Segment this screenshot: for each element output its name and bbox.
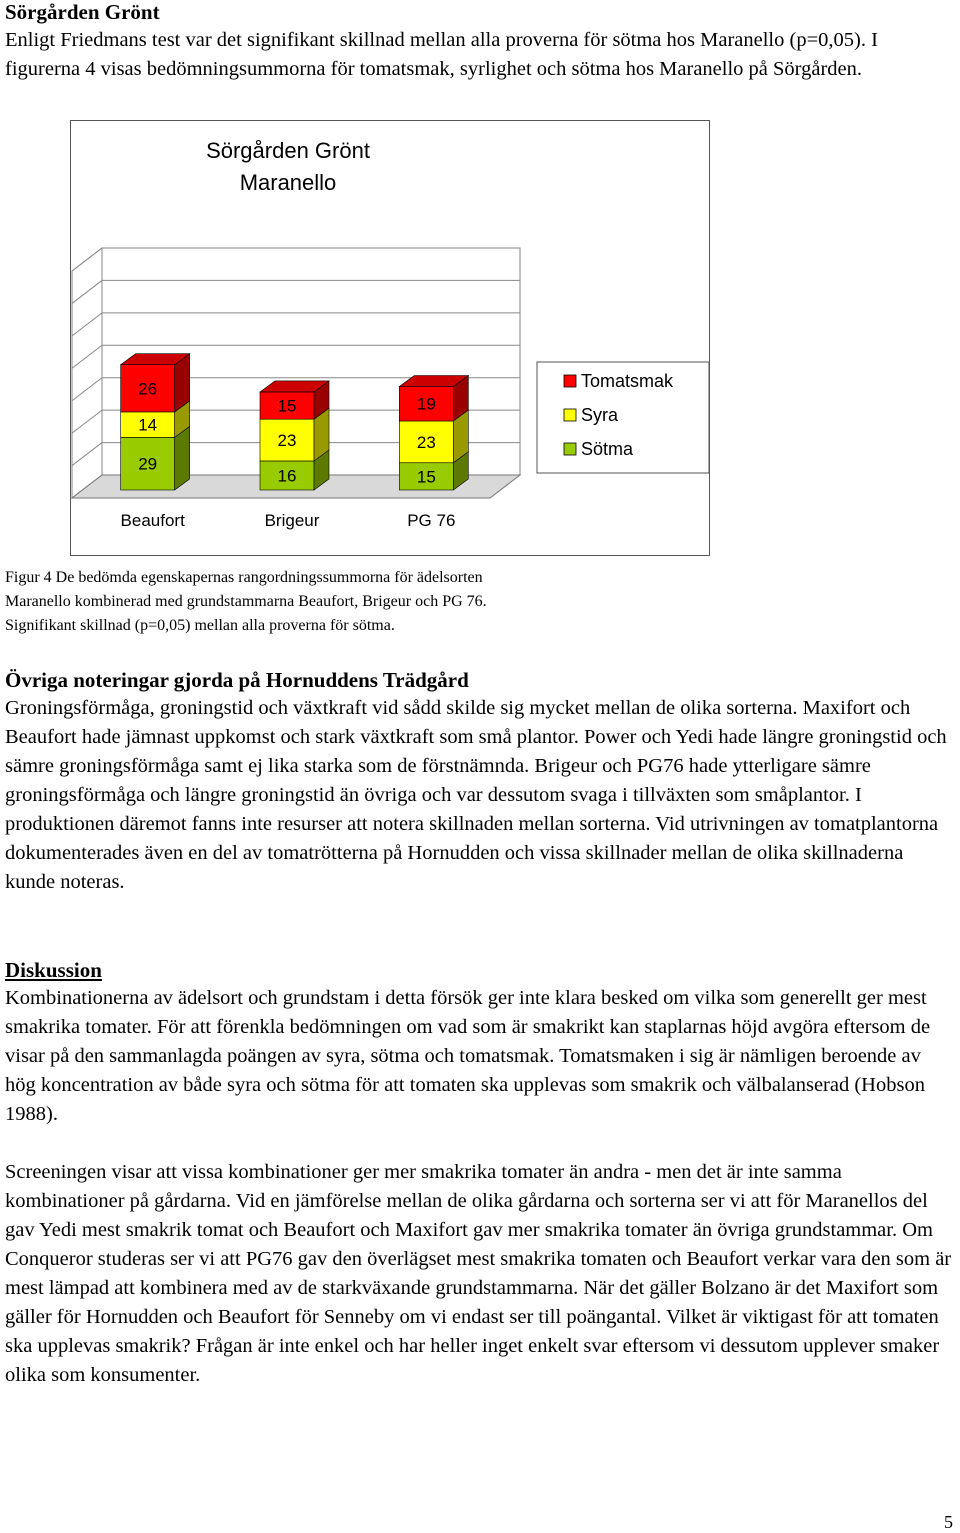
category-label: Beaufort <box>120 511 185 530</box>
diskussion-paragraph-2: Screeningen visar att vissa kombinationer ger mer smakrika tomater än andra - men det är inte samma kombinationer på gårdarna. Vid en jämförelse mellan de olika gårdarna och sorterna ser vi att för Maranellos del gav Yedi mest smakrik tomat och Beaufort och Maxifort gav mer smakrika tomater än övriga grundstammar. Om Conqueror studeras ser vi att PG76 gav den överlägset mest smakrika tomaten och Beaufort verkar vara den som är mest lämpad att kombinera med av de starkväxande grundstammarna. När det gäller Bolzano är det Maxifort som gäller för Hornudden och Beaufort för Senneby om vi endast ser till poängantal. Vilket är viktigast för att tomaten ska upplevas smakrik? Frågan är inte enkel och har heller inget enkelt svar eftersom vi dessutom upplever smaker olika som konsumenter. <box>5 1161 952 1386</box>
data-label: 14 <box>138 415 158 435</box>
svg-text:Tomatsmak: Tomatsmak <box>581 371 674 391</box>
caption-line-1: Figur 4 De bedömda egenskapernas rangordningssummorna för ädelsorten <box>5 569 483 586</box>
bar-segment-tomatsmak-pg-76 <box>399 375 468 421</box>
stacked-bar-chart <box>70 120 710 556</box>
caption-line-2: Maranello kombinerad med grundstammarna Beaufort, Brigeur och PG 76. <box>5 593 487 610</box>
data-label: 15 <box>277 396 297 416</box>
intro-paragraph: Enligt Friedmans test var det signifikant skillnad mellan alla proverna för sötma hos Maranello (p=0,05). I figurerna 4 visas bedömningsummorna för tomatsmak, syrlighet och sötma hos Maranello på Sörgården. <box>5 29 878 80</box>
bar-segment-tomatsmak-beaufort <box>121 354 190 412</box>
chart-title-line2: Maranello <box>239 170 337 195</box>
data-label: 15 <box>416 467 436 487</box>
page-number: 5 <box>944 1512 953 1532</box>
data-label: 19 <box>416 394 436 414</box>
hornudden-paragraph: Groningsförmåga, groningstid och växtkraft vid sådd skilde sig mycket mellan de olika sorterna. Maxifort och Beaufort hade jämnast uppkomst och stark växtkraft som små plantor. Power och Yedi hade längre groningstid och sämre groningsförmåga samt ej lika starka som de förstnämnda. Brigeur och PG76 hade ytterligare sämre groningsförmåga och längre groningstid än övriga och var dessutom svaga i tillväxten som småplantor. I produktionen däremot fanns inte resurser att notera skillnaden mellan sorterna. Vid utrivningen av tomatplantorna dokumenterades även en del av tomatrötterna på Hornudden och vissa skillnader mellan de olika skillnaderna kunde noteras. <box>5 697 947 893</box>
data-label: 16 <box>277 466 297 486</box>
figure-caption <box>5 566 765 638</box>
svg-text:Syra: Syra <box>581 405 619 425</box>
category-label: Brigeur <box>264 511 320 530</box>
data-label: 23 <box>277 431 297 451</box>
data-label: 23 <box>416 432 436 452</box>
diskussion-paragraph-1: Kombinationerna av ädelsort och grundstam i detta försök ger inte klara besked om vilka som generellt ger mest smakrika tomater. För att förenkla bedömningen om vad som är smakrikt kan staplarnas höjd avgöra eftersom de visar på den sammanlagda poängen av syra, sötma och tomatsmak. Tomatsmaken i sig är nämligen beroende av hög koncentration av både syra och sötma för att tomaten ska upplevas som smakrik och välbalanserad (Hobson 1988). <box>5 987 931 1125</box>
data-label: 29 <box>138 454 158 474</box>
chart-title-line1: Sörgården Grönt <box>206 138 370 163</box>
section-heading-sorgarden: Sörgården Grönt <box>5 0 160 24</box>
caption-line-3: Signifikant skillnad (p=0,05) mellan alla proverna för sötma. <box>5 617 395 634</box>
svg-text:Sötma: Sötma <box>581 439 634 459</box>
bar-segment-tomatsmak-brigeur <box>260 381 329 419</box>
section-heading-hornudden: Övriga noteringar gjorda på Hornuddens Trädgård <box>5 668 469 692</box>
section-heading-diskussion: Diskussion <box>5 958 102 982</box>
side-wall <box>72 248 102 498</box>
legend-entry-tomatsmak <box>564 371 674 391</box>
category-label: PG 76 <box>407 511 456 530</box>
data-label: 26 <box>138 379 158 399</box>
